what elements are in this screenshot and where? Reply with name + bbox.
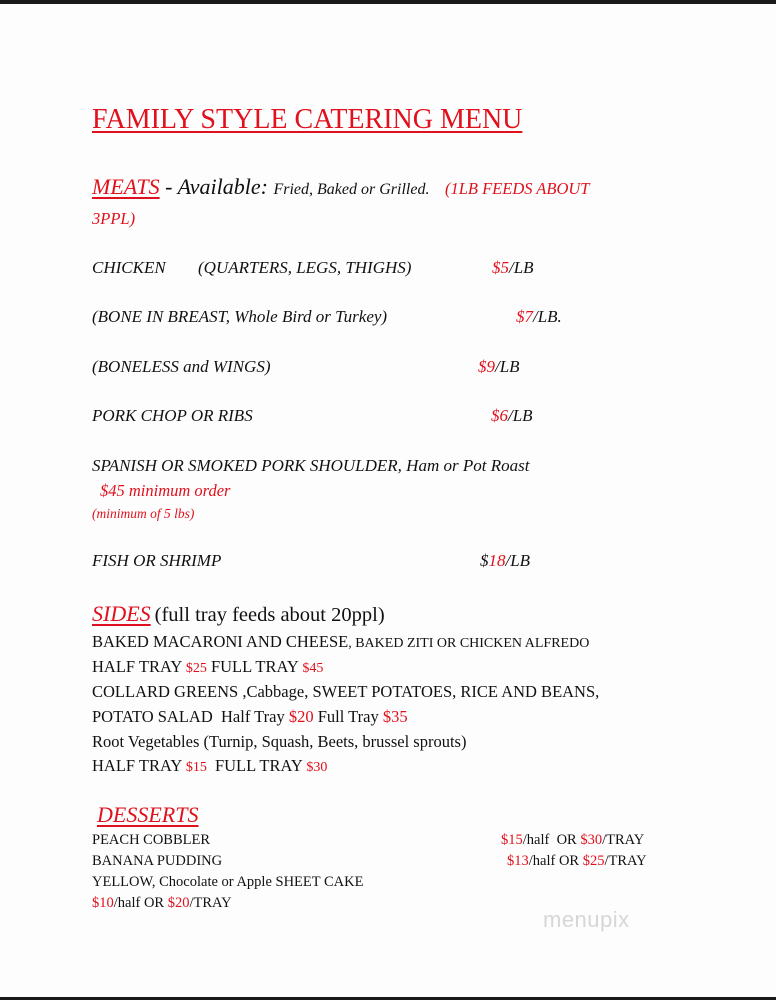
page-title: FAMILY STYLE CATERING MENU — [92, 104, 523, 135]
meat-item-price: $7/LB. — [516, 307, 562, 326]
meats-header: MEATS - Available: Fried, Baked or Grilled. (1LB FEEDS ABOUT — [92, 174, 590, 199]
sides-line: HALF TRAY $15 FULL TRAY $30 — [92, 756, 328, 775]
meat-item-name: (BONE IN BREAST, Whole Bird or Turkey) — [92, 307, 388, 326]
menu-page — [0, 4, 776, 997]
sides-line: COLLARD GREENS ,Cabbage, SWEET POTATOES, RICE AND BEANS, — [92, 682, 600, 701]
meat-item-name: FISH OR SHRIMP — [92, 551, 222, 570]
dessert-item-price: $15/half OR $30/TRAY — [501, 832, 645, 848]
meat-item-price: $9/LB — [478, 357, 520, 376]
meat-item-name: PORK CHOP OR RIBS — [92, 406, 253, 425]
available-text: Fried, Baked or Grilled. — [273, 181, 430, 198]
dessert-item-price: $13/half OR $25/TRAY — [507, 853, 647, 869]
dessert-item-name: BANANA PUDDING — [92, 853, 223, 869]
meat-item-name: CHICKEN — [92, 258, 166, 277]
sides-line: Root Vegetables (Turnip, Squash, Beets, brussel sprouts) — [92, 732, 467, 751]
sides-line: POTATO SALAD Half Tray $20 Full Tray $35 — [92, 707, 408, 726]
feeds-note-cont: 3PPL) — [92, 209, 136, 228]
feeds-note: (1LB FEEDS ABOUT — [444, 179, 590, 198]
dessert-item-price: $10/half OR $20/TRAY — [92, 895, 232, 911]
meat-item-desc: (QUARTERS, LEGS, THIGHS) — [198, 258, 412, 277]
minimum-order-note: $45 minimum order — [100, 481, 231, 500]
watermark-logo: menupix — [543, 907, 630, 932]
dessert-item-name: YELLOW, Chocolate or Apple SHEET CAKE — [92, 874, 364, 890]
meat-item-price: $5/LB — [492, 258, 534, 277]
desserts-heading: DESSERTS — [97, 802, 199, 827]
sides-header — [92, 601, 385, 627]
sides-subtitle: (full tray feeds about 20ppl) — [154, 604, 385, 626]
meats-heading: MEATS — [92, 174, 160, 199]
sides-line: HALF TRAY $25 FULL TRAY $45 — [92, 657, 324, 676]
minimum-weight-note: (minimum of 5 lbs) — [92, 506, 195, 521]
meat-item-name: (BONELESS and WINGS) — [92, 357, 271, 376]
sides-heading: SIDES — [92, 601, 151, 626]
sides-line: BAKED MACARONI AND CHEESE, BAKED ZITI OR CHICKEN ALFREDO — [92, 632, 590, 651]
dessert-item-name: PEACH COBBLER — [92, 832, 211, 848]
meat-item-price: $18/LB — [480, 551, 531, 570]
available-label: Available: — [177, 174, 268, 199]
meat-item-price: $6/LB — [491, 406, 533, 425]
meat-item-name: SPANISH OR SMOKED PORK SHOULDER, Ham or Pot Roast — [92, 456, 530, 475]
